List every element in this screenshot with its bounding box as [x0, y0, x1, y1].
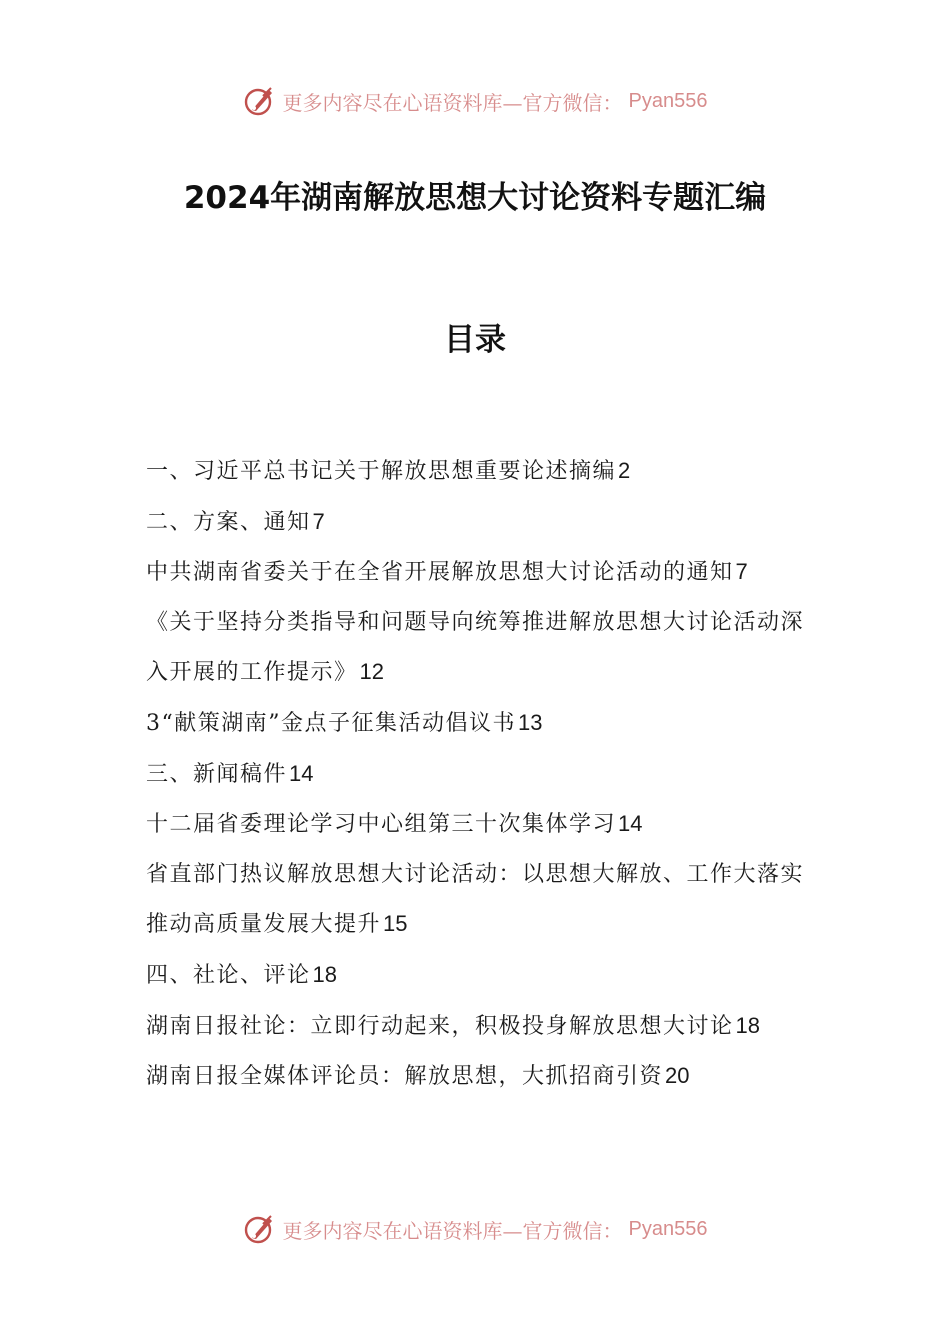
toc-item-page: 14: [289, 760, 314, 786]
toc-item-page: 15: [383, 911, 408, 937]
toc-item[interactable]: [146, 446, 810, 497]
toc-item-text: 《关于坚持分类指导和问题导向统筹推进解放思想大讨论活动深入开展的工作提示》: [146, 609, 805, 686]
watermark-wechat-id: Pyan556: [628, 89, 708, 112]
toc-item-page: 18: [735, 1012, 760, 1038]
watermark-wechat-id: Pyan556: [628, 1217, 708, 1240]
toc-item-text: 四、社论、评论: [146, 962, 311, 988]
toc-item-text: 湖南日报社论：立即行动起来，积极投身解放思想大讨论: [146, 1013, 734, 1039]
toc-item[interactable]: [146, 698, 810, 749]
toc-item[interactable]: [146, 547, 810, 598]
toc-item-text: 三、新闻稿件: [146, 761, 288, 787]
watermark-text: 更多内容尽在心语资料库—官方微信：: [282, 90, 623, 115]
toc-item-text: 一、习近平总书记关于解放思想重要论述摘编: [146, 459, 617, 484]
toc-item-text: 省直部门热议解放思想大讨论活动：以思想大解放、工作大落实推动高质量发展大提升: [146, 861, 805, 938]
toc-item-text: 二、方案、通知: [146, 509, 311, 535]
watermark-text: 更多内容尽在心语资料库—官方微信：: [282, 1218, 623, 1243]
toc-item-page: 7: [312, 508, 325, 534]
document-title: 2024年湖南解放思想大讨论资料专题汇编: [183, 180, 767, 216]
toc-item-page: 18: [312, 961, 337, 987]
toc-item-page: 2: [618, 458, 631, 483]
toc-item[interactable]: [146, 1051, 810, 1102]
quill-logo-icon: [243, 1212, 277, 1246]
toc-item[interactable]: [146, 799, 810, 850]
toc-heading: 目录: [444, 322, 506, 358]
toc-item[interactable]: [146, 598, 810, 698]
toc-item[interactable]: [146, 850, 810, 950]
toc-item-text: 3“献策湖南”金点子征集活动倡议书: [146, 710, 516, 736]
toc-item-page: 13: [518, 709, 543, 735]
toc-item[interactable]: [146, 950, 810, 1001]
toc-item[interactable]: [146, 749, 810, 800]
toc-item-text: 十二届省委理论学习中心组第三十次集体学习: [146, 812, 617, 838]
toc-item[interactable]: [146, 497, 810, 548]
toc-item-page: 12: [359, 659, 384, 685]
toc-item-text: 中共湖南省委关于在全省开展解放思想大讨论活动的通知: [146, 560, 734, 586]
toc-item-text: 湖南日报全媒体评论员：解放思想，大抓招商引资: [146, 1064, 664, 1090]
watermark-header: [0, 84, 950, 118]
quill-logo-icon: [243, 84, 277, 118]
table-of-contents: [146, 446, 810, 1102]
watermark-footer: [0, 1212, 950, 1246]
toc-item-page: 7: [735, 559, 748, 585]
toc-item[interactable]: [146, 1001, 810, 1052]
toc-item-page: 14: [618, 811, 643, 837]
toc-item-page: 20: [665, 1063, 690, 1089]
